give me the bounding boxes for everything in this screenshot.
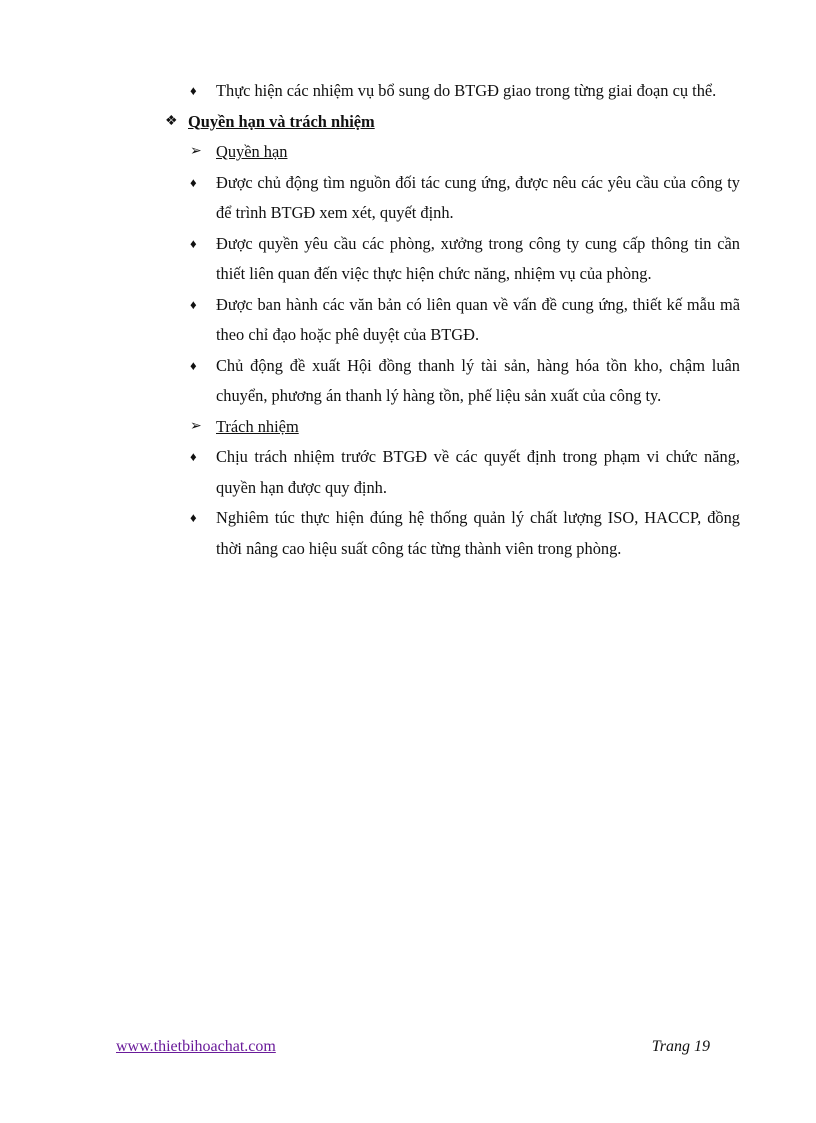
list-item-text: Chịu trách nhiệm trước BTGĐ về các quyết định trong phạm vi chức năng, quyền hạn được quy định.	[216, 447, 740, 497]
subsection-title: Quyền hạn	[216, 142, 288, 161]
arrow-bullet-icon: ➢	[190, 418, 202, 434]
list-item	[165, 229, 740, 290]
diamond-bullet-icon: ♦	[190, 174, 197, 190]
diamond-bullet-icon: ♦	[190, 83, 197, 98]
diamond-bullet-icon: ♦	[190, 296, 197, 312]
list-item	[165, 290, 740, 351]
list-item-text: Được ban hành các văn bản có liên quan về vấn đề cung ứng, thiết kế mẫu mã theo chỉ đạo hoặc phê duyệt của BTGĐ.	[216, 294, 740, 344]
list-item	[165, 442, 740, 503]
list-item	[165, 76, 740, 107]
list-item-text: Thực hiện các nhiệm vụ bổ sung do BTGĐ giao trong từng giai đoạn cụ thể.	[216, 81, 717, 100]
diamond-bullet-icon: ♦	[190, 510, 197, 525]
subsection-heading-quyen-han	[165, 137, 740, 168]
list-item-text: Được quyền yêu cầu các phòng, xưởng trong công ty cung cấp thông tin cần thiết liên quan đến việc thực hiện chức năng, nhiệm vụ của phòng.	[216, 233, 740, 283]
page-content	[165, 76, 740, 564]
website-link[interactable]: www.thietbihoachat.com	[116, 1038, 276, 1055]
page-footer	[116, 1038, 710, 1060]
list-item	[165, 351, 740, 412]
subsection-title: Trách nhiệm	[216, 416, 299, 436]
list-item-text: Được chủ động tìm nguồn đối tác cung ứng, được nêu các yêu cầu của công ty để trình BTGĐ xem xét, quyết định.	[216, 172, 740, 222]
ornament-bullet-icon: ❖	[165, 113, 178, 129]
diamond-bullet-icon: ♦	[190, 235, 197, 251]
list-item-text: Nghiêm túc thực hiện đúng hệ thống quản lý chất lượng ISO, HACCP, đồng thời nâng cao hiệu suất công tác từng thành viên trong phòng.	[216, 508, 740, 558]
list-item-text: Chủ động đề xuất Hội đồng thanh lý tài sản, hàng hóa tồn kho, chậm luân chuyển, phương án thanh lý hàng tồn, phế liệu sản xuất của công ty.	[216, 355, 740, 405]
page-number: Trang 19	[651, 1038, 710, 1055]
diamond-bullet-icon: ♦	[190, 449, 197, 464]
diamond-bullet-icon: ♦	[190, 357, 197, 373]
section-heading	[165, 107, 740, 138]
list-item	[165, 503, 740, 564]
arrow-bullet-icon: ➢	[190, 144, 202, 159]
list-item	[165, 168, 740, 229]
subsection-heading-trach-nhiem	[165, 412, 740, 443]
section-title: Quyền hạn và trách nhiệm	[188, 111, 375, 131]
